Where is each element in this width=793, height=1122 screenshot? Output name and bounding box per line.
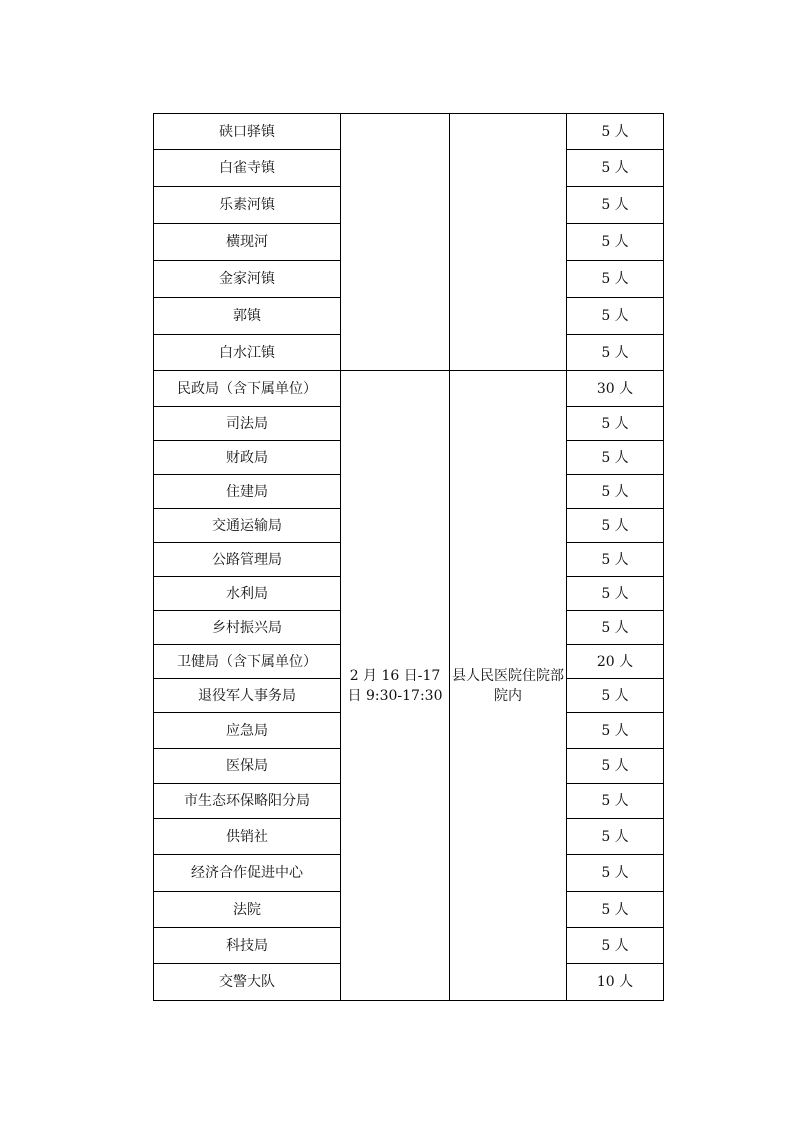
count-cell: 5 人 — [567, 713, 664, 749]
count-cell: 5 人 — [567, 509, 664, 543]
count-cell: 5 人 — [567, 577, 664, 611]
unit-cell: 郭镇 — [154, 298, 341, 335]
count-cell: 5 人 — [567, 855, 664, 892]
location-cell — [450, 114, 567, 371]
unit-cell: 经济合作促进中心 — [154, 855, 341, 892]
unit-cell: 乐素河镇 — [154, 187, 341, 224]
count-cell: 5 人 — [567, 298, 664, 335]
unit-cell: 白水江镇 — [154, 335, 341, 371]
count-cell: 5 人 — [567, 187, 664, 224]
count-cell: 5 人 — [567, 543, 664, 577]
unit-cell: 应急局 — [154, 713, 341, 749]
unit-cell: 医保局 — [154, 749, 341, 784]
unit-cell: 横现河 — [154, 224, 341, 261]
count-cell: 5 人 — [567, 611, 664, 645]
unit-cell: 金家河镇 — [154, 261, 341, 298]
unit-cell: 交通运输局 — [154, 509, 341, 543]
unit-cell: 供销社 — [154, 819, 341, 855]
location-cell: 县人民医院住院部院内 — [450, 371, 567, 1001]
unit-cell: 公路管理局 — [154, 543, 341, 577]
count-cell: 5 人 — [567, 441, 664, 475]
count-cell: 10 人 — [567, 964, 664, 1001]
unit-cell: 民政局（含下属单位） — [154, 371, 341, 407]
count-cell: 20 人 — [567, 645, 664, 679]
count-cell: 5 人 — [567, 819, 664, 855]
count-cell: 5 人 — [567, 679, 664, 713]
unit-cell: 白雀寺镇 — [154, 150, 341, 187]
count-cell: 5 人 — [567, 892, 664, 928]
count-cell: 5 人 — [567, 749, 664, 784]
unit-cell: 交警大队 — [154, 964, 341, 1001]
unit-cell: 法院 — [154, 892, 341, 928]
count-cell: 5 人 — [567, 150, 664, 187]
time-cell: 2 月 16 日-17 日 9:30-17:30 — [341, 371, 450, 1001]
count-cell: 5 人 — [567, 224, 664, 261]
unit-cell: 司法局 — [154, 407, 341, 441]
table-row — [154, 114, 664, 150]
roster-body — [154, 114, 664, 1001]
volunteer-roster-table — [153, 113, 664, 1001]
unit-cell: 市生态环保略阳分局 — [154, 784, 341, 819]
table-row — [154, 371, 664, 407]
count-cell: 5 人 — [567, 407, 664, 441]
unit-cell: 财政局 — [154, 441, 341, 475]
unit-cell: 硖口驿镇 — [154, 114, 341, 150]
unit-cell: 住建局 — [154, 475, 341, 509]
time-cell — [341, 114, 450, 371]
count-cell: 5 人 — [567, 261, 664, 298]
count-cell: 5 人 — [567, 784, 664, 819]
count-cell: 5 人 — [567, 335, 664, 371]
unit-cell: 卫健局（含下属单位） — [154, 645, 341, 679]
count-cell: 5 人 — [567, 475, 664, 509]
unit-cell: 水利局 — [154, 577, 341, 611]
unit-cell: 退役军人事务局 — [154, 679, 341, 713]
unit-cell: 科技局 — [154, 928, 341, 964]
count-cell: 30 人 — [567, 371, 664, 407]
count-cell: 5 人 — [567, 114, 664, 150]
unit-cell: 乡村振兴局 — [154, 611, 341, 645]
count-cell: 5 人 — [567, 928, 664, 964]
